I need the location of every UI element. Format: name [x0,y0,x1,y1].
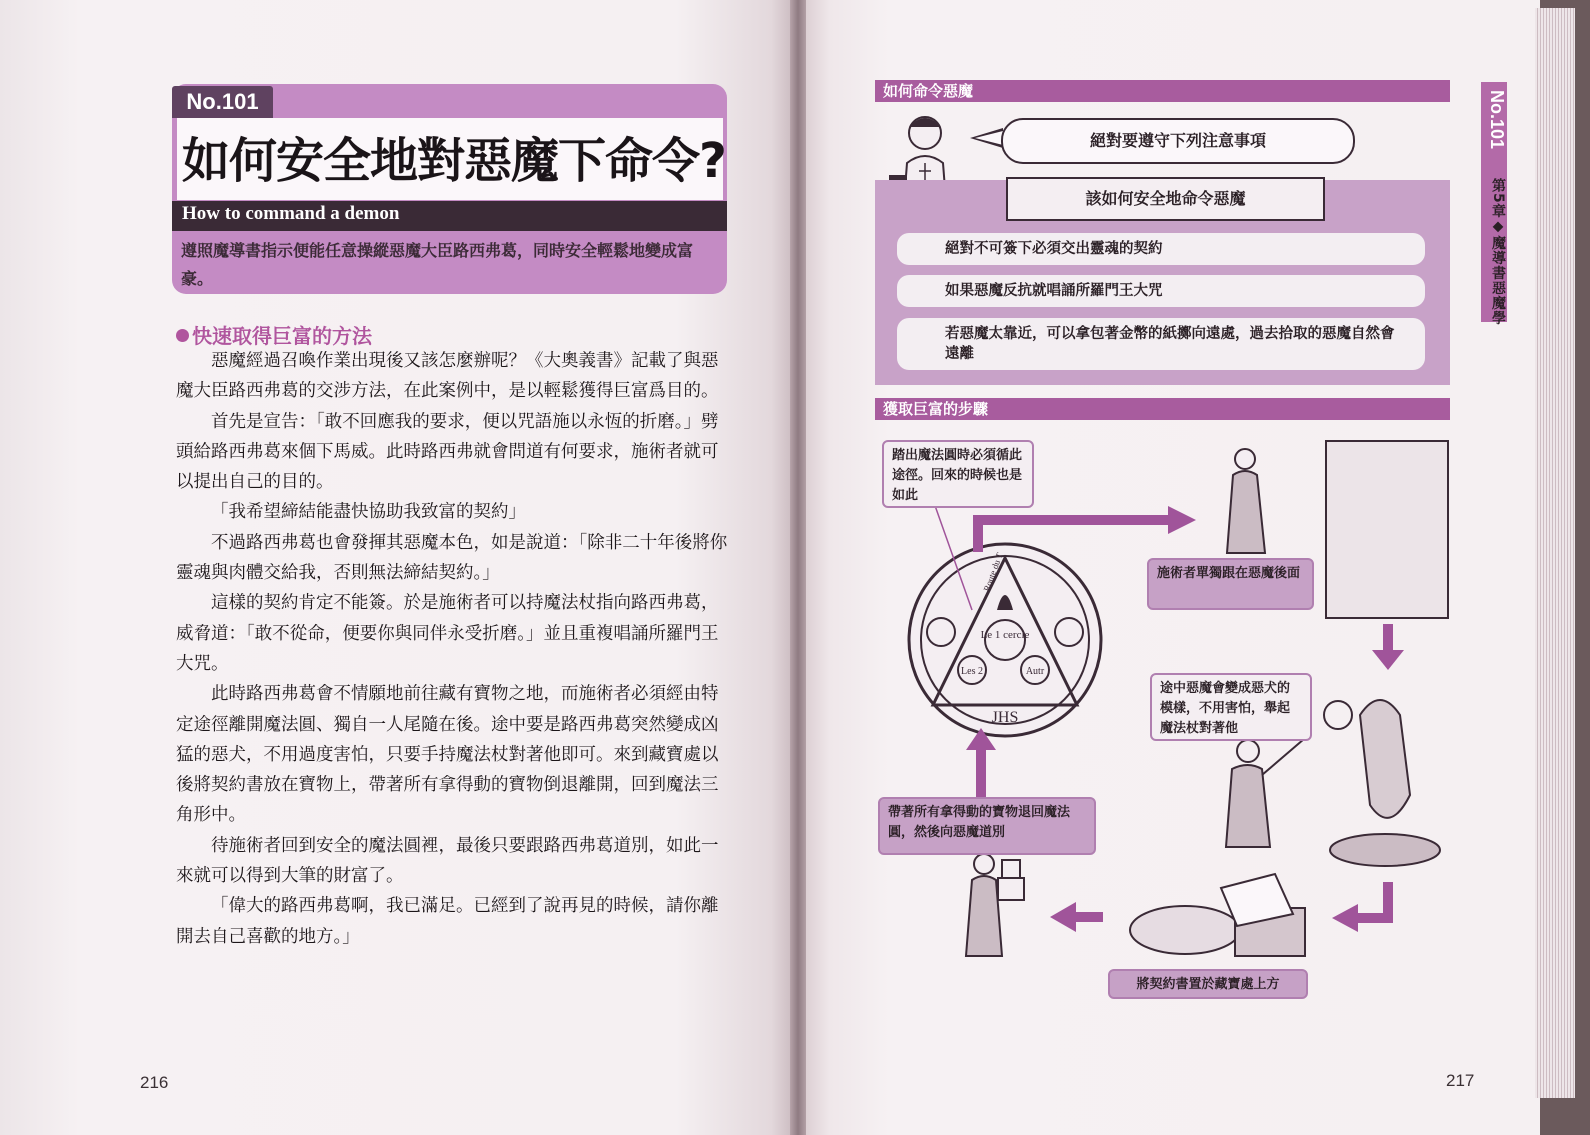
entry-number-badge: No.101 [172,86,273,118]
page-title: 如何安全地對惡魔下命令? [182,133,726,189]
page-number-left: 216 [140,1073,169,1092]
english-subtitle: How to command a demon [182,203,400,224]
body-text [176,346,732,952]
page-edges [1535,8,1575,1098]
paragraph: 首先是宣告：「敢不回應我的要求，便以咒語施以永恆的折磨。」劈頭給路西弗葛來個下馬威。此時路西弗就會問道有何要求，施術者就可以提出自己的目的。 [176,411,719,493]
rules-title: 該如何安全地命令惡魔 [1006,177,1325,221]
sorcerer-with-treasure-illustration [962,848,1032,958]
book-gutter [790,0,806,1135]
note-return-treasure: 帶著所有拿得動的寶物退回魔法圓，然後向惡魔道別 [878,797,1096,855]
chapter-tab-number: No.101 [1487,90,1507,150]
note-demon-dog: 途中惡魔會變成惡犬的模樣，不用害怕，舉起魔法杖對著他 [1150,673,1312,741]
rule-item: 如果惡魔反抗就唱誦所羅門王大咒 [897,275,1425,307]
paragraph: 惡魔經過召喚作業出現後又該怎麼辦呢？《大奧義書》記載了與惡魔大臣路西弗葛的交涉方法，在此案例中，是以輕鬆獲得巨富爲目的。 [176,351,719,402]
note-follow-demon: 施術者單獨跟在惡魔後面 [1147,558,1314,610]
speech-tail-fill [975,131,1003,145]
sorcerer-walking-illustration [1215,445,1270,555]
demon-woodcut-illustration [1325,440,1449,619]
paragraph: 此時路西弗葛會不情願地前往藏有寶物之地，而施術者必須經由特定途徑離開魔法圓、獨自一人尾隨在後。途中要是路西弗葛突然變成凶猛的惡犬，不用過度害怕，只要手持魔法杖對著他即可。來到藏寶處以後將契約書放在寶物上，帶著所有拿得動的寶物倒退離開，回到魔法三角形中。 [176,684,719,826]
paragraph: 這樣的契約肯定不能簽。於是施術者可以持魔法杖指向路西弗葛，威脅道：「敢不從命，便要你與同伴永受折磨。」並且重複唱誦所羅門王大咒。 [176,593,719,674]
paragraph: 「偉大的路西弗葛啊，我已滿足。已經到了說再見的時候，請你離開去自己喜歡的地方。」 [176,896,719,947]
sorcerer-with-wand-illustration [1218,735,1308,850]
rule-item: 絕對不可簽下必須交出靈魂的契約 [897,233,1425,265]
chapter-tab-title: 第5章◆魔導書惡魔學 [1490,178,1506,326]
page-number-right: 217 [1446,1071,1475,1090]
section-heading [176,320,372,349]
circle-left-label: Les 2 [961,666,983,677]
paragraph: 不過路西弗葛也會發揮其惡魔本色，如是說道：「除非二十年後將你靈魂與肉體交給我，否則無法締結契約。」 [176,532,728,584]
speech-bubble: 絕對要遵守下列注意事項 [1001,118,1355,164]
lead-summary: 遵照魔導書指示便能任意操縱惡魔大臣路西弗葛，同時安全輕鬆地變成富豪。 [181,241,694,288]
paragraph: 待施術者回到安全的魔法圓裡，最後只要跟路西弗葛道別，如此一來就可以得到大筆的財富了。 [176,835,719,887]
banner-how-to-command: 如何命令惡魔 [875,80,1450,102]
circle-right-label: Autr [1025,666,1045,677]
circle-route-label: Route du T [981,551,1005,593]
paragraph: 「我希望締結能盡快協助我致富的契約」 [211,502,526,523]
circle-center-label: Le 1 cercle [980,629,1030,641]
section-heading-text: 快速取得巨富的方法 [192,324,372,348]
treasure-chest-illustration [1125,870,1315,970]
bullet-icon [176,329,189,342]
note-leave-circle: 踏出魔法圓時必須循此途徑。回來的時候也是如此 [882,440,1034,508]
demon-dog-illustration [1320,675,1450,870]
note-contract-placement: 將契約書置於藏寶處上方 [1108,969,1308,999]
banner-steps: 獲取巨富的步驟 [875,398,1450,420]
rule-item: 若惡魔太靠近，可以拿包著金幣的紙擲向遠處，過去拾取的惡魔自然會遠離 [897,318,1425,370]
circle-bottom-label: JHS [991,709,1019,726]
